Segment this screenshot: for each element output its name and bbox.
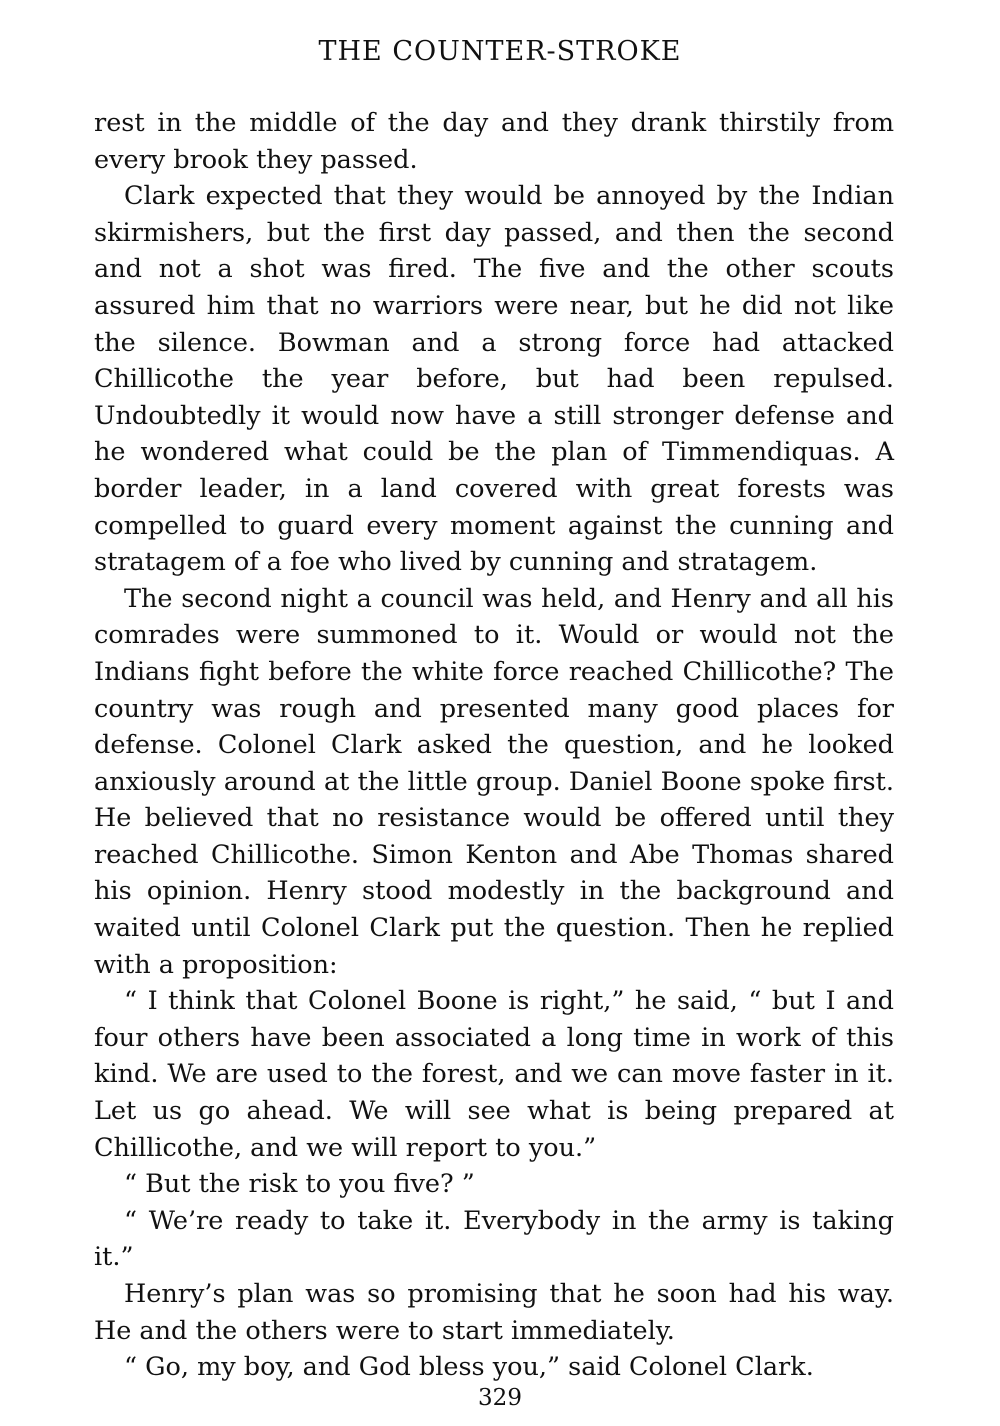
paragraph-4: “ I think that Colonel Boone is right,” he said, “ but I and four others have been associated a long time in work of this kind. We are used to the forest, and we can move faster in it. Let us go ahead. We will see what is being prepared at Chillicothe, and we will report to you.”: [94, 986, 894, 1163]
paragraph-3: The second night a council was held, and Henry and all his comrades were summoned to it. Would or would not the Indians fight before the white force reached Chillicothe? The country was rough and presented many good places for defense. Colonel Clark asked the question, and he looked anxiously around at the little group. Daniel Boone spoke first. He believed that no resistance would be offered until they reached Chillicothe. Simon Kenton and Abe Thomas shared his opinion. Henry stood modestly in the background and waited until Colonel Clark put the question. Then he replied with a proposition:: [94, 583, 894, 980]
paragraph-5: “ But the risk to you five? ”: [124, 1169, 475, 1200]
paragraph-7: Henry’s plan was so promising that he soon had his way. He and the others were to start immediately.: [94, 1279, 894, 1346]
paragraph-6: “ We’re ready to take it. Everybody in the army is taking it.”: [94, 1205, 894, 1273]
paragraph-8: “ Go, my boy, and God bless you,” said Colonel Clark.: [124, 1352, 814, 1383]
body-text: [94, 105, 894, 1386]
page-number: 329: [478, 1385, 522, 1411]
paragraph-2: Clark expected that they would be annoyed by the Indian skirmishers, but the first day passed, and then the second and not a shot was fired. The five and the other scouts assured him that no warriors were near, but he did not like the silence. Bowman and a strong force had attacked Chillicothe the year before, but had been repulsed. Undoubtedly it would now have a still stronger defense and he wondered what could be the plan of Timmendiquas. A border leader, in a land covered with great forests was compelled to guard every moment against the cunning and stratagem of a foe who lived by cunning and stratagem.: [94, 181, 894, 578]
paragraph-1: rest in the middle of the day and they drank thirstily from every brook they passed.: [94, 108, 894, 175]
running-head: THE COUNTER-STROKE: [318, 36, 682, 67]
